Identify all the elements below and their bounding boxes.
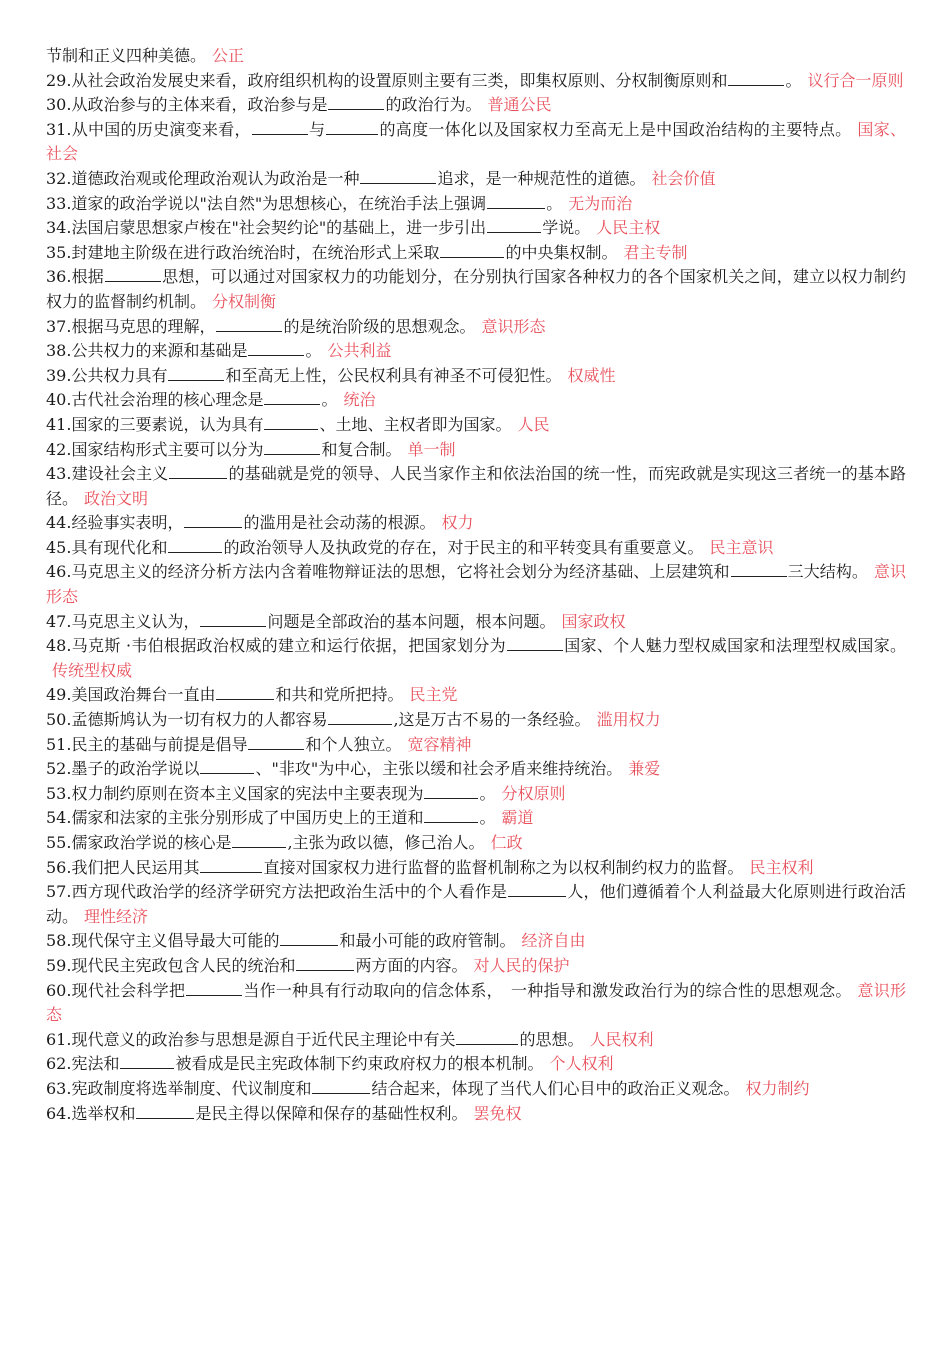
answer-text: 君主专制 — [623, 242, 688, 262]
question-number: 48. — [46, 636, 72, 656]
question-item — [46, 856, 906, 881]
question-number: 33. — [46, 193, 72, 213]
question-item — [46, 831, 906, 856]
question-item — [46, 216, 906, 241]
question-item — [46, 782, 906, 807]
question-text: ,这是万古不易的一条经验。 — [393, 710, 591, 730]
question-item — [46, 610, 906, 635]
question-text: 现代保守主义倡导最大可能的 — [71, 931, 280, 951]
answer-text: 国家、社会 — [46, 119, 906, 164]
question-text: 从政治参与的主体来看，政治参与是 — [71, 95, 328, 115]
answer-text: 兼爱 — [628, 759, 661, 779]
answer-blank — [440, 242, 504, 258]
question-number: 37. — [46, 316, 72, 336]
question-text: 孟德斯鸠认为一切有权力的人都容易 — [71, 710, 328, 730]
answer-text: 意识形态 — [46, 980, 906, 1025]
question-text: 。 — [321, 390, 338, 410]
answer-blank — [264, 414, 318, 430]
question-text: 马克斯 ·韦伯根据政治权威的建立和运行依据，把国家划分为 — [71, 636, 506, 656]
answer-blank — [296, 955, 354, 971]
question-number: 51. — [46, 734, 72, 754]
question-text: 现代意义的政治参与思想是源自于近代民主理论中有关 — [71, 1029, 456, 1049]
answer-text: 单一制 — [407, 439, 456, 459]
question-item — [46, 438, 906, 463]
question-number: 56. — [46, 857, 72, 877]
question-text: 道德政治观或伦理政治观认为政治是一种 — [71, 168, 360, 188]
question-text: 。 — [546, 193, 563, 213]
question-text: 。 — [305, 341, 322, 361]
question-text: 、土地、主权者即为国家。 — [319, 414, 512, 434]
question-number: 39. — [46, 365, 72, 385]
question-text: 思想，可以通过对国家权力的功能划分，在分别执行国家各种权力的各个国家机关之间，建立以权力制约权力的监督制约机制。 — [46, 267, 906, 311]
question-text: 学说。 — [542, 218, 591, 238]
question-number: 35. — [46, 242, 72, 262]
question-text: 根据马克思的理解， — [71, 316, 216, 336]
question-text: 的思想。 — [519, 1029, 584, 1049]
question-text: 人，他们遵循着个人利益最大化原则进行政治活动。 — [46, 882, 906, 926]
answer-blank — [264, 439, 320, 455]
question-text: 民主的基础与前提是倡导 — [71, 734, 248, 754]
question-text: 现代民主宪政包含人民的统治和 — [71, 955, 296, 975]
question-text: 、"非攻"为中心，主张以缓和社会矛盾来维持统治。 — [255, 759, 623, 779]
question-item — [46, 1077, 906, 1102]
question-text: 。 — [479, 808, 496, 828]
question-number: 53. — [46, 783, 72, 803]
question-text: ,主张为政以德，修己治人。 — [287, 833, 485, 852]
question-number: 58. — [46, 931, 72, 951]
answer-text: 国家政权 — [561, 611, 626, 631]
question-item — [46, 1052, 906, 1077]
question-text: 的基础就是党的领导、人民当家作主和依法治国的统一性，而宪政就是实现这三者统一的基本路径。 — [46, 464, 906, 508]
answer-text: 对人民的保护 — [473, 955, 570, 975]
answer-text: 霸道 — [501, 808, 534, 828]
question-text: 和复合制。 — [321, 439, 402, 459]
answer-text: 理性经济 — [84, 906, 149, 926]
question-number: 54. — [46, 808, 72, 828]
question-text: 的滥用是社会动荡的根源。 — [243, 513, 436, 533]
question-number: 34. — [46, 218, 72, 238]
answer-text: 意识形态 — [481, 316, 546, 336]
question-item — [46, 536, 906, 561]
question-number: 59. — [46, 955, 72, 975]
question-item — [46, 880, 906, 929]
answer-text: 罢免权 — [473, 1103, 522, 1123]
answer-blank — [248, 340, 304, 356]
question-item — [46, 511, 906, 536]
question-text: 和共和党所把持。 — [275, 685, 404, 705]
question-text: 的政治行为。 — [385, 95, 482, 115]
question-text: 现代社会科学把 — [71, 980, 186, 1000]
answer-text: 政治文明 — [84, 488, 149, 508]
question-number: 61. — [46, 1029, 72, 1049]
answer-blank — [487, 193, 545, 209]
answer-blank — [120, 1053, 174, 1069]
question-text: 当作一种具有行动取向的信念体系， 一种指导和激发政治行为的综合性的思想观念。 — [243, 980, 852, 1000]
answer-blank — [312, 1078, 370, 1094]
question-number: 36. — [46, 267, 72, 287]
question-number: 45. — [46, 537, 72, 557]
answer-text: 传统型权威 — [52, 660, 133, 680]
question-text: 选举权和 — [71, 1103, 136, 1123]
question-number: 43. — [46, 464, 72, 484]
question-item — [46, 413, 906, 438]
answer-blank — [200, 857, 262, 873]
question-text: 的是统治阶级的思想观念。 — [283, 316, 476, 336]
question-text: 西方现代政治学的经济学研究方法把政治生活中的个人看作是 — [71, 882, 508, 902]
question-number: 50. — [46, 710, 72, 730]
question-item — [46, 462, 906, 511]
answer-blank — [186, 980, 242, 996]
answer-text: 宽容精神 — [407, 734, 472, 754]
question-text: 建设社会主义 — [71, 464, 169, 484]
answer-text: 统治 — [343, 390, 376, 410]
question-text: 公共权力具有 — [71, 365, 168, 385]
question-text: 追求，是一种规范性的道德。 — [437, 168, 646, 188]
question-text: 宪政制度将选举制度、代议制度和 — [71, 1078, 312, 1098]
answer-blank — [184, 512, 242, 528]
answer-text: 经济自由 — [521, 931, 586, 951]
question-list — [46, 44, 906, 1126]
question-text: 和至高无上性，公民权利具有神圣不可侵犯性。 — [225, 365, 562, 385]
answer-text: 民主权利 — [749, 857, 814, 877]
question-number: 29. — [46, 70, 72, 90]
question-number: 57. — [46, 882, 72, 902]
answer-blank — [731, 561, 787, 577]
question-text: 墨子的政治学说以 — [71, 759, 200, 779]
question-text: 我们把人民运用其 — [71, 857, 200, 877]
question-item — [46, 929, 906, 954]
question-text: 是民主得以保障和保存的基础性权利。 — [195, 1103, 468, 1123]
answer-blank — [326, 119, 378, 135]
question-text: 封建地主阶级在进行政治统治时，在统治形式上采取 — [71, 242, 440, 262]
answer-blank — [248, 734, 304, 750]
answer-text: 公正 — [212, 46, 245, 65]
answer-text: 议行合一原则 — [807, 70, 904, 90]
question-number: 63. — [46, 1078, 72, 1098]
question-text: 。 — [479, 783, 496, 803]
answer-blank — [328, 94, 384, 110]
question-number: 49. — [46, 685, 72, 705]
question-text: 从社会政治发展史来看，政府组织机构的设置原则主要有三类，即集权原则、分权制衡原则和 — [71, 70, 728, 90]
answer-text: 人民 — [517, 414, 550, 434]
question-text: 国家的三要素说，认为具有 — [71, 414, 264, 434]
question-item — [46, 388, 906, 413]
question-item — [46, 364, 906, 389]
answer-blank — [487, 217, 541, 233]
answer-blank — [168, 365, 224, 381]
question-number: 40. — [46, 390, 72, 410]
question-item — [46, 44, 906, 69]
question-number: 38. — [46, 341, 72, 361]
question-item — [46, 69, 906, 94]
answer-text: 人民权利 — [589, 1029, 654, 1049]
question-item — [46, 733, 906, 758]
answer-blank — [169, 463, 227, 479]
question-text: 具有现代化和 — [71, 537, 168, 557]
question-text: 与 — [308, 119, 326, 139]
answer-blank — [424, 807, 478, 823]
question-text: 经验事实表明， — [71, 513, 184, 533]
answer-text: 权威性 — [567, 365, 616, 385]
question-text: 从中国的历史演变来看， — [71, 119, 251, 139]
question-text: 节制和正义四种美德。 — [46, 46, 207, 65]
answer-text: 意识形态 — [46, 562, 906, 607]
question-item — [46, 757, 906, 782]
answer-text: 民主意识 — [709, 537, 774, 557]
answer-blank — [105, 266, 161, 282]
question-number: 52. — [46, 759, 72, 779]
answer-blank — [456, 1029, 518, 1045]
question-text: 公共权力的来源和基础是 — [71, 341, 248, 361]
question-item — [46, 560, 906, 609]
question-text: 的政治领导人及执政党的存在，对于民主的和平转变具有重要意义。 — [223, 537, 704, 557]
question-item — [46, 979, 906, 1028]
question-text: 法国启蒙思想家卢梭在"社会契约论"的基础上，进一步引出 — [71, 218, 487, 238]
answer-text: 分权原则 — [501, 783, 566, 803]
question-number: 64. — [46, 1103, 72, 1123]
answer-text: 普通公民 — [487, 95, 552, 115]
answer-blank — [200, 758, 254, 774]
question-item — [46, 806, 906, 831]
question-text: 宪法和 — [71, 1054, 120, 1074]
answer-text: 滥用权力 — [596, 710, 661, 730]
question-item — [46, 315, 906, 340]
question-item — [46, 634, 906, 683]
question-text: 结合起来，体现了当代人们心目中的政治正义观念。 — [371, 1078, 740, 1098]
question-number: 62. — [46, 1054, 72, 1074]
answer-text: 权力 — [441, 513, 474, 533]
answer-text: 权力制约 — [745, 1078, 810, 1098]
question-number: 31. — [46, 119, 72, 139]
answer-text: 无为而治 — [568, 193, 633, 213]
question-item — [46, 1102, 906, 1127]
answer-blank — [728, 70, 784, 86]
question-text: 问题是全部政治的基本问题，根本问题。 — [267, 611, 556, 631]
question-text: 被看成是民主宪政体制下约束政府权力的根本机制。 — [175, 1054, 544, 1074]
question-text: 古代社会治理的核心理念是 — [71, 390, 264, 410]
answer-blank — [216, 684, 274, 700]
question-text: 的高度一体化以及国家权力至高无上是中国政治结构的主要特点。 — [379, 119, 852, 139]
question-number: 42. — [46, 439, 72, 459]
question-number: 32. — [46, 168, 72, 188]
answer-blank — [280, 930, 338, 946]
question-text: 美国政治舞台一直由 — [71, 685, 216, 705]
question-text: 两方面的内容。 — [355, 955, 468, 975]
question-item — [46, 118, 906, 167]
answer-text: 分权制衡 — [212, 291, 277, 311]
question-item — [46, 1028, 906, 1053]
question-text: 三大结构。 — [787, 562, 868, 582]
answer-blank — [264, 389, 320, 405]
question-item — [46, 683, 906, 708]
question-number: 41. — [46, 414, 72, 434]
answer-text: 民主党 — [409, 685, 458, 705]
question-text: 直接对国家权力进行监督的监督机制称之为以权利制约权力的监督。 — [263, 857, 744, 877]
answer-blank — [508, 881, 566, 897]
question-number: 30. — [46, 95, 72, 115]
answer-blank — [328, 709, 392, 725]
question-number: 60. — [46, 980, 72, 1000]
question-text: 权力制约原则在资本主义国家的宪法中主要表现为 — [71, 783, 424, 803]
question-text: 根据 — [71, 267, 104, 287]
answer-blank — [507, 635, 563, 651]
question-item — [46, 265, 906, 314]
question-item — [46, 241, 906, 266]
answer-text: 人民主权 — [596, 218, 661, 238]
question-number: 47. — [46, 611, 72, 631]
answer-blank — [168, 537, 222, 553]
question-text: 国家、个人魅力型权威国家和法理型权威国家。 — [563, 636, 906, 656]
question-item — [46, 192, 906, 217]
question-item — [46, 93, 906, 118]
answer-blank — [232, 832, 286, 848]
question-text: 儒家和法家的主张分别形成了中国历史上的王道和 — [71, 808, 424, 828]
answer-text: 个人权利 — [549, 1054, 614, 1074]
question-text: 马克思主义认为， — [71, 611, 200, 631]
answer-blank — [136, 1103, 194, 1119]
question-text: 和最小可能的政府管制。 — [339, 931, 516, 951]
question-number: 55. — [46, 833, 72, 852]
answer-text: 社会价值 — [651, 168, 716, 188]
question-text: 国家结构形式主要可以分为 — [71, 439, 264, 459]
answer-text: 仁政 — [490, 833, 523, 852]
question-text: 和个人独立。 — [305, 734, 402, 754]
question-item — [46, 708, 906, 733]
question-text: 。 — [785, 70, 802, 90]
question-item — [46, 339, 906, 364]
answer-blank — [200, 611, 266, 627]
question-text: 儒家政治学说的核心是 — [71, 833, 232, 852]
question-text: 的中央集权制。 — [505, 242, 618, 262]
answer-blank — [252, 119, 308, 135]
answer-blank — [360, 168, 436, 184]
question-text: 道家的政治学说以"法自然"为思想核心，在统治手法上强调 — [71, 193, 487, 213]
question-number: 44. — [46, 513, 72, 533]
answer-blank — [216, 316, 282, 332]
question-item — [46, 954, 906, 979]
answer-text: 公共利益 — [327, 341, 392, 361]
question-text: 马克思主义的经济分析方法内含着唯物辩证法的思想，它将社会划分为经济基础、上层建筑和 — [71, 562, 730, 582]
question-number: 46. — [46, 562, 72, 582]
question-item — [46, 167, 906, 192]
answer-blank — [424, 783, 478, 799]
